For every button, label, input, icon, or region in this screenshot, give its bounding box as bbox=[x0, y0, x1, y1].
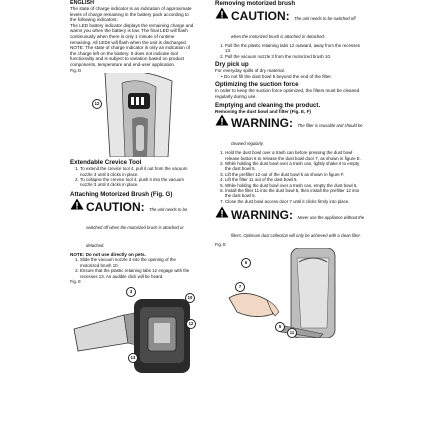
warning-triangle-icon bbox=[215, 206, 229, 218]
attach-step: 1. Slide the vacuum nozzle 3 into the opening of the motorized brush 10. bbox=[80, 257, 196, 268]
caution-word: CAUTION: bbox=[86, 199, 145, 214]
callout-12: 12 bbox=[92, 99, 102, 109]
caution-block bbox=[70, 198, 196, 252]
remove-steps bbox=[215, 43, 365, 59]
opt-text: In order to keep the suction force optimized, the filters must be cleaned regularly during use. bbox=[215, 88, 360, 99]
opt-title: Optimizing the suction force bbox=[215, 81, 299, 89]
fig-e-label: Fig. E bbox=[70, 278, 81, 284]
callout-13: 13 bbox=[128, 353, 138, 363]
caution-text: The unit needs to be switched off when the motorized brush is attached or detached. bbox=[86, 206, 188, 248]
callout-11: 11 bbox=[287, 328, 297, 338]
warning-triangle-icon bbox=[215, 114, 229, 126]
empty-step: 1. Hold the dust bowl over a trash can before pressing the dust bowl release button 6 to release the dust bowl door 7, as shown in figure E. bbox=[225, 150, 365, 161]
intro-para-2: The LED battery indicator displays the remaining charge and warns you when the battery is low. The final LED will flash continuously when there is only 1 minute of runtime remaining. All LEDs will flash when the unit is discharged. bbox=[70, 22, 194, 45]
callout-6: 6 bbox=[241, 258, 251, 268]
dry-bullet-text: Do not fill the dust bowl 5 beyond the end of the filter. bbox=[223, 73, 332, 79]
warning2-text: Never use the appliance without the filters. Optimum dust collection will only be achieved with a clean filter. bbox=[231, 215, 365, 239]
warning-word: WARNING: bbox=[231, 116, 293, 131]
attach-title: Attaching Motorized Brush (Fig. G) bbox=[70, 190, 173, 198]
empty-sub: Removing the dust bowl and filter (Fig. E, F) bbox=[215, 108, 311, 114]
warning-block-1 bbox=[215, 114, 365, 150]
callout-5: 5 bbox=[275, 322, 285, 332]
callout-10: 10 bbox=[185, 293, 195, 303]
empty-step: 2. While holding the dust bowl over a trash can, lightly shake it to empty the dust bowl 5. bbox=[225, 161, 365, 172]
attach-step: 2. Ensure that the plastic retaining tabs 12 engage with the recesses 13. An audible click will be heard. bbox=[80, 268, 196, 279]
remove-step: 2. Pull the vacuum nozzle 3 from the motorized brush 10. bbox=[225, 54, 365, 59]
empty-step: 3. Lift the prefilter 12 out of the dust bowl 5 as shown in figure F. bbox=[225, 172, 365, 177]
empty-steps bbox=[215, 150, 365, 204]
caution-block bbox=[215, 7, 365, 43]
empty-step: 4. Lift the filter 11 out of the dust bowl 5. bbox=[225, 177, 365, 182]
dry-bullet: • Do not fill the dust bowl 5 beyond the end of the filter. bbox=[221, 73, 332, 79]
warning-block-2 bbox=[215, 206, 365, 242]
right-column bbox=[215, 0, 365, 338]
dry-title: Dry pick up bbox=[215, 61, 249, 69]
attach-steps bbox=[70, 257, 196, 279]
callout-12: 12 bbox=[186, 319, 196, 329]
callout-3: 3 bbox=[126, 287, 136, 297]
vacuum-handle-image bbox=[70, 73, 196, 157]
caution-word: CAUTION: bbox=[231, 9, 290, 23]
fig-e-right-illustration bbox=[215, 248, 365, 338]
crevice-step: 2. To collapse the crevice tool 4, push it into the vacuum nozzle 3 until it clicks in place. bbox=[80, 177, 196, 188]
crevice-title: Extendable Crevice Tool bbox=[70, 159, 142, 167]
crevice-step: 1. To extend the crevice tool 4, pull it out from the vacuum nozzle 3 until it clicks in place. bbox=[80, 166, 196, 177]
empty-step: 6. Install the filter 11 into the dust bowl 5, then install the prefilter 12 into the dust bowl 5. bbox=[225, 188, 365, 199]
language-heading: ENGLISH bbox=[70, 0, 94, 6]
remove-title: Removing motorized brush bbox=[215, 0, 296, 7]
empty-step: 7. Close the dust bowl access door 7 until it clicks firmly into place. bbox=[225, 199, 365, 204]
fig-e-right-label: Fig. E bbox=[215, 242, 226, 248]
empty-title: Emptying and cleaning the product. bbox=[215, 101, 321, 109]
crevice-steps bbox=[70, 166, 196, 188]
dust-bowl-image bbox=[215, 248, 365, 338]
dry-intro: For everyday spills of dry material. bbox=[215, 68, 285, 74]
note-pets: NOTE: Do not use directly on pets. bbox=[70, 251, 146, 257]
warning-triangle-icon bbox=[215, 7, 229, 19]
remove-step: 1. Pull the the plastic retaining tabs 12 outward, away from the recesses 13. bbox=[225, 43, 365, 54]
callout-7: 7 bbox=[235, 282, 245, 292]
warning1-text: The filter is reusable and should be cleaned regularly. bbox=[231, 123, 363, 147]
warning-word: WARNING: bbox=[231, 208, 293, 223]
fig-e-illustration bbox=[70, 285, 196, 377]
left-column bbox=[70, 0, 196, 377]
intro-para-3: NOTE: The state of charge indicator is only an indication of the charge left on the battery. It does not indicate tool functionality and is subject to variation based on product components, temperature and end-user application. bbox=[70, 45, 190, 67]
caution-text: The unit needs to be switched off when the motorized brush is attached or detached. bbox=[231, 16, 356, 39]
motorized-brush-image bbox=[70, 285, 196, 377]
fig-d-illustration bbox=[70, 73, 196, 157]
intro-para-1: The state of charge indicator is an indication of approximate levels of charge remaining in the battery pack according to the following indicators: bbox=[70, 6, 192, 23]
warning-triangle-icon bbox=[70, 198, 84, 210]
fig-d-label: Fig. D bbox=[70, 67, 82, 73]
empty-step: 5. While holding the dust bowl over a trash can, empty the dust bowl 5. bbox=[225, 183, 365, 188]
